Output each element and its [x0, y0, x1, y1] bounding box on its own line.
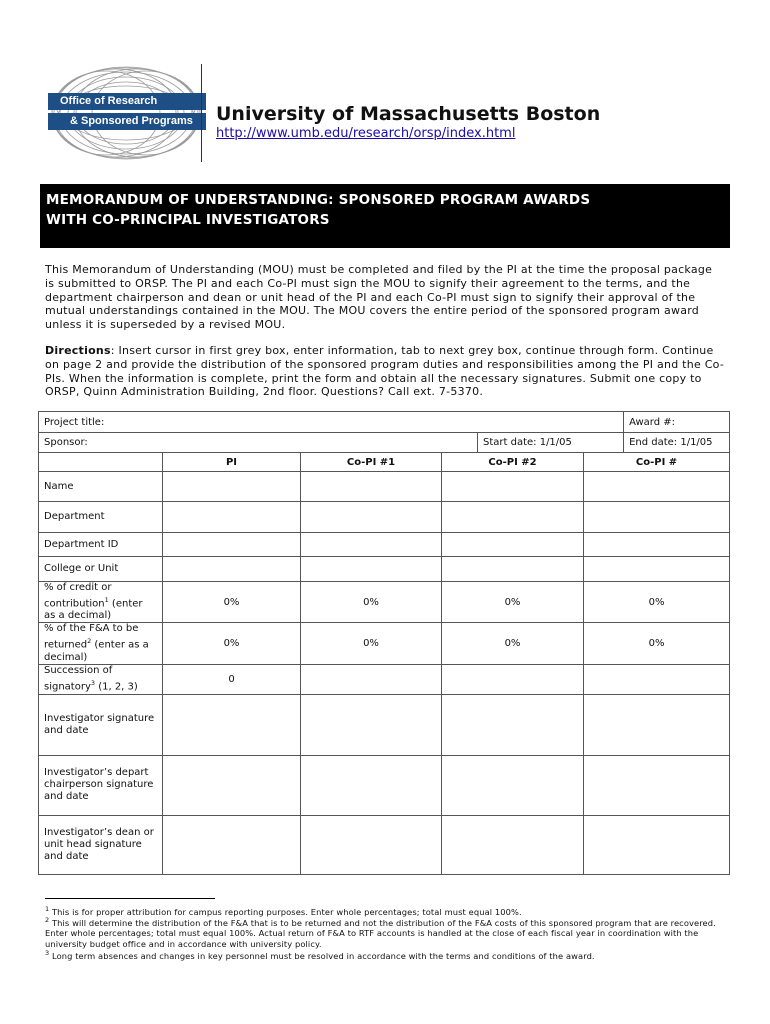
footnote-3-text: Long term absences and changes in key personnel must be resolved in accordance with the terms and conditions of the award. [49, 950, 595, 961]
investigator-signature-row [39, 694, 730, 755]
fa-copi3-field[interactable]: 0% [584, 623, 730, 664]
department-copi1-field[interactable] [301, 502, 442, 533]
succession-copi2-cell [442, 664, 584, 694]
credit-footnote-ref: 1 [104, 596, 109, 604]
sponsor-field[interactable]: Sponsor: [39, 433, 478, 453]
intro-paragraph: This Memorandum of Understanding (MOU) must be completed and filed by the PI at the time the proposal package is submitted to ORSP. The PI and each Co-PI must sign the MOU to signify their agreement to the terms, and the department chairperson and dean or unit head of the PI and each Co-PI must sign to signify their approval of the mutual understandings contained in the MOU. The MOU covers the entire period of the sponsored program award unless it is superseded by a revised MOU. [45, 263, 713, 332]
row-label-succession [39, 664, 163, 694]
college-pi-field[interactable] [163, 557, 301, 582]
directions-label: Directions [45, 344, 111, 357]
sponsor-row [39, 433, 730, 453]
succession-row [39, 664, 730, 694]
chair-sig-copi2-cell [442, 755, 584, 815]
succession-pi-field[interactable]: 0 [163, 664, 301, 694]
fa-label-a: % of the F&A to be returned [44, 623, 139, 651]
mou-form-table [38, 411, 730, 875]
department-row [39, 502, 730, 533]
department-pi-field[interactable] [163, 502, 301, 533]
row-label-fa [39, 623, 163, 664]
fa-copi1-field[interactable]: 0% [301, 623, 442, 664]
footnote-2-number: 2 [45, 916, 50, 924]
row-label-name: Name [39, 472, 163, 502]
deptid-copi1-field[interactable] [301, 533, 442, 557]
deptid-pi-field[interactable] [163, 533, 301, 557]
row-label-department-id: Department ID [39, 533, 163, 557]
inv-sig-copi2-cell [442, 694, 584, 755]
succession-label-b: (1, 2, 3) [95, 681, 138, 693]
end-date-field[interactable]: End date: 1/1/05 [624, 433, 730, 453]
column-header-copi-3: Co-PI # [584, 453, 730, 472]
column-header-pi: PI [163, 453, 301, 472]
dean-sig-copi1-cell [301, 815, 442, 874]
department-id-row [39, 533, 730, 557]
dean-sig-pi-cell [163, 815, 301, 874]
deptid-copi2-field[interactable] [442, 533, 584, 557]
logo-line-2: & Sponsored Programs [48, 113, 206, 130]
project-title-field[interactable]: Project title: [39, 412, 624, 433]
footnote-2 [45, 915, 725, 950]
credit-label-a: % of credit or contribution [44, 582, 112, 610]
succession-copi3-cell [584, 664, 730, 694]
footnote-3-number: 3 [45, 949, 50, 957]
chair-sig-pi-cell [163, 755, 301, 815]
orsp-url-link[interactable]: http://www.umb.edu/research/orsp/index.html [216, 126, 516, 141]
project-title-row [39, 412, 730, 433]
orsp-logo [46, 64, 206, 162]
fa-pi-field[interactable]: 0% [163, 623, 301, 664]
name-pi-field[interactable] [163, 472, 301, 502]
banner-line-2: WITH CO-PRINCIPAL INVESTIGATORS [46, 212, 330, 228]
footnote-1-number: 1 [45, 905, 50, 913]
dean-sig-copi3-cell [584, 815, 730, 874]
footnote-divider [45, 898, 215, 899]
row-label-investigator-signature: Investigator signature and date [39, 694, 163, 755]
row-label-college: College or Unit [39, 557, 163, 582]
college-copi3-field[interactable] [584, 557, 730, 582]
succession-label-a: Succession of signatory [44, 664, 113, 693]
college-copi2-field[interactable] [442, 557, 584, 582]
memo-title-banner [40, 184, 730, 248]
banner-line-1: MEMORANDUM OF UNDERSTANDING: SPONSORED PROGRAM AWARDS [46, 192, 591, 208]
fa-row [39, 623, 730, 664]
footnote-3 [45, 948, 725, 961]
name-copi1-field[interactable] [301, 472, 442, 502]
dean-sig-copi2-cell [442, 815, 584, 874]
row-label-credit [39, 582, 163, 623]
name-row [39, 472, 730, 502]
credit-pi-field[interactable]: 0% [163, 582, 301, 623]
row-label-chair-signature: Investigator’s depart chairperson signature and date [39, 755, 163, 815]
chair-signature-row [39, 755, 730, 815]
fa-copi2-field[interactable]: 0% [442, 623, 584, 664]
footnote-1-text: This is for proper attribution for campus reporting purposes. Enter whole percentages; total must equal 100%. [49, 906, 522, 917]
row-label-department: Department [39, 502, 163, 533]
deptid-copi3-field[interactable] [584, 533, 730, 557]
column-header-row [39, 453, 730, 472]
award-number-field[interactable]: Award #: [624, 412, 730, 433]
credit-copi2-field[interactable]: 0% [442, 582, 584, 623]
fa-label-b: (enter as a decimal) [44, 639, 149, 663]
college-row [39, 557, 730, 582]
logo-line-1: Office of Research [48, 93, 206, 110]
succession-footnote-ref: 3 [90, 678, 96, 687]
inv-sig-copi3-cell [584, 694, 730, 755]
credit-row [39, 582, 730, 623]
dean-signature-row [39, 815, 730, 874]
fa-footnote-ref: 2 [87, 637, 92, 646]
department-copi3-field[interactable] [584, 502, 730, 533]
start-date-field[interactable]: Start date: 1/1/05 [478, 433, 624, 453]
credit-label-b: (enter as a decimal) [44, 598, 143, 622]
succession-copi1-cell [301, 664, 442, 694]
inv-sig-copi1-cell [301, 694, 442, 755]
logo-divider [201, 64, 202, 162]
name-copi2-field[interactable] [442, 472, 584, 502]
directions-paragraph [45, 344, 725, 399]
directions-text: : Insert cursor in first grey box, enter information, tab to next grey box, continue through form. Continue on page 2 and provide the distribution of the sponsored program duties and responsibilities among the PI and the Co-PIs. When the information is complete, print the form and obtain all the necessary signatures. Submit one copy to ORSP, Quinn Administration Building, 2nd floor. Questions? Call ext. 7-5370. [45, 344, 725, 399]
chair-sig-copi3-cell [584, 755, 730, 815]
header-blank-cell [39, 453, 163, 472]
column-header-copi-2: Co-PI #2 [442, 453, 584, 472]
department-copi2-field[interactable] [442, 502, 584, 533]
credit-copi1-field[interactable]: 0% [301, 582, 442, 623]
inv-sig-pi-cell [163, 694, 301, 755]
credit-copi3-field[interactable]: 0% [584, 582, 730, 623]
footnote-2-text: This will determine the distribution of the F&A that is to be returned and not the distribution of the F&A costs of this sponsored program that are recovered. Enter whole percentages; total must equal 100%. Actual return of F&A to RTF accounts is handled at the close of each fiscal year in coordination with the university budget office and in accordance with university policy. [45, 917, 716, 949]
college-copi1-field[interactable] [301, 557, 442, 582]
name-copi3-field[interactable] [584, 472, 730, 502]
chair-sig-copi1-cell [301, 755, 442, 815]
row-label-dean-signature: Investigator’s dean or unit head signature and date [39, 815, 163, 874]
university-title: University of Massachusetts Boston [216, 103, 601, 125]
column-header-copi-1: Co-PI #1 [301, 453, 442, 472]
